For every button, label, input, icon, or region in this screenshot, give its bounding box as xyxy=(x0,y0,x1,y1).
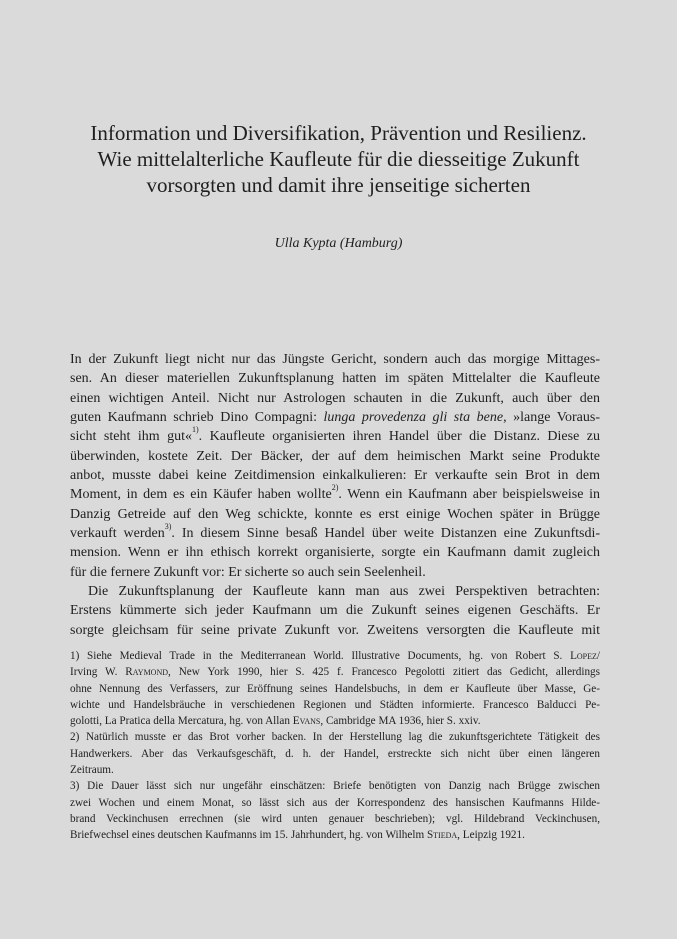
body-line xyxy=(70,408,600,427)
footnote-line: 2) Natürlich musste er das Brot vorher backen. In der Herstellung lag die zukunftsgerichtete Tätigkeit des xyxy=(70,731,600,744)
author-name: Lopez xyxy=(570,650,597,662)
body-text-run: verkauft werden xyxy=(70,526,165,542)
title-line-3: vorsorgten und damit ihre jenseitige sicherten xyxy=(146,173,531,197)
body-line: Die Zukunftsplanung der Kaufleute kann man aus zwei Perspektiven betrachten: xyxy=(88,584,600,600)
footnotes xyxy=(70,648,600,844)
footnote-text-run: / xyxy=(596,650,601,662)
footnote-ref-2: 2) xyxy=(331,483,339,493)
footnote-text-run: Irving W. xyxy=(70,666,118,679)
body-text-run: Moment, in dem es ein Käufer haben wollte xyxy=(70,487,332,503)
body-line: für die fernere Zukunft vor: Er sicherte so auch sein Seelenheil. xyxy=(70,564,426,580)
footnote-ref-3: 3) xyxy=(164,522,172,532)
body-line: anbot, musste dabei keine Zeitdimension einkalkulieren: Er verkaufte sein Brot in dem xyxy=(70,468,600,484)
body-text-run: guten Kaufmann schrieb Dino Compagni: xyxy=(70,410,317,426)
body-text-run: , »lange Voraus- xyxy=(503,410,600,426)
body-text-run: sicht steht ihm gut« xyxy=(70,429,192,445)
footnote-text-run: , Leipzig 1921. xyxy=(457,829,525,842)
body-line: mension. Wenn er ihn ethisch korrekt organisierte, sorgte ein Kaufmann damit zugleich xyxy=(70,545,600,561)
footnote-text-run: 1) Siehe Medieval Trade in the Mediterranean World. Illustrative Documents, hg. von Robert S. xyxy=(70,650,563,662)
footnote-line: Handwerkers. Aber das Verkaufsgeschäft, d. h. der Handel, erstreckte sich nicht über einen längeren xyxy=(70,747,600,760)
author-name: Raymond xyxy=(125,666,169,679)
body-line: Erstens kümmerte sich jeder Kaufmann um die Zukunft seines eigenen Geschäfts. Er xyxy=(70,603,600,619)
author-name: Evans xyxy=(292,715,321,728)
footnote-line: wichte und Handelsbräuche in verschiedenen Regionen und Städten informierte. Francesco Balducci Pe- xyxy=(70,698,600,711)
body-line xyxy=(70,427,600,446)
title-line-1: Information und Diversifikation, Prävention und Resilienz. xyxy=(90,121,587,145)
footnote-line xyxy=(70,648,600,664)
footnote-text-run: , Cambridge MA 1936, hier S. xxiv. xyxy=(320,715,481,728)
footnote-line: ohne Nennung des Verfassers, zur Eröffnung seines Handelsbuchs, in dem er Kaufleute über Masse, Ge- xyxy=(70,682,600,695)
footnote-line: 3) Die Dauer lässt sich nur ungefähr einschätzen: Briefe benötigten von Danzig nach Brügge zwischen xyxy=(70,780,600,793)
body-line: sorgte gleichsam für seine private Zukunft vor. Zweitens versorgten die Kaufleute mit xyxy=(70,622,600,638)
author-line: Ulla Kypta (Hamburg) xyxy=(274,236,403,251)
footnote-text-run: , New York 1990, hier S. 425 f. Francesco Pegolotti zitiert das Gedicht, allerdings xyxy=(168,666,601,679)
body-line xyxy=(70,485,600,504)
body-line: In der Zukunft liegt nicht nur das Jüngste Gericht, sondern auch das morgige Mittages- xyxy=(70,352,600,367)
footnote-line xyxy=(70,664,600,680)
body-text-run: . In diesem Sinne besaß Handel über weite Distanzen eine Zukunftsdi- xyxy=(171,526,601,542)
footnote-line: Zeitraum. xyxy=(70,764,114,777)
footnote-line xyxy=(70,713,600,729)
body-line: Danzig Getreide auf den Weg schickte, konnte es erst einige Wochen später in Brügge xyxy=(70,506,600,522)
body-line: sen. An dieser materiellen Zukunftsplanung hatten im späten Mittelalter die Kaufleute xyxy=(70,371,600,387)
footnote-text-run: Briefwechsel eines deutschen Kaufmanns im 15. Jahrhundert, hg. von Wilhelm xyxy=(70,829,425,842)
body-line: einen wichtigen Anteil. Nicht nur Astrologen schauten in die Zukunft, auch über den xyxy=(70,390,600,406)
author-name: Stieda xyxy=(426,829,458,842)
article-title xyxy=(50,120,627,198)
footnote-line: zwei Wochen und einem Monat, so lässt sich aus der Korrespondenz des hansischen Kaufmanns Hilde- xyxy=(70,796,600,809)
body-text-run: . Wenn ein Kaufmann aber beispielsweise in xyxy=(338,487,600,503)
body-line xyxy=(70,524,600,543)
footnote-line xyxy=(70,827,600,843)
footnote-ref-1: 1) xyxy=(191,425,199,435)
footnote-line: brand Veckinchusen errechnen (sie wird unten genauer beschrieben); vgl. Hildebrand Veckinchusen, xyxy=(70,812,600,825)
title-line-2: Wie mittelalterliche Kaufleute für die diesseitige Zukunft xyxy=(97,147,580,171)
footnote-text-run: golotti, La Pratica della Mercatura, hg. von Allan xyxy=(70,715,290,728)
body-text xyxy=(70,350,600,640)
italic-quote: lunga provedenza gli sta bene xyxy=(323,410,504,426)
body-line: überwinden, kostete Zeit. Der Bäcker, der auf dem heimischen Markt seine Produkte xyxy=(70,448,600,464)
body-text-run: . Kaufleute organisierten ihren Handel über die Distanz. Diese zu xyxy=(198,429,600,445)
